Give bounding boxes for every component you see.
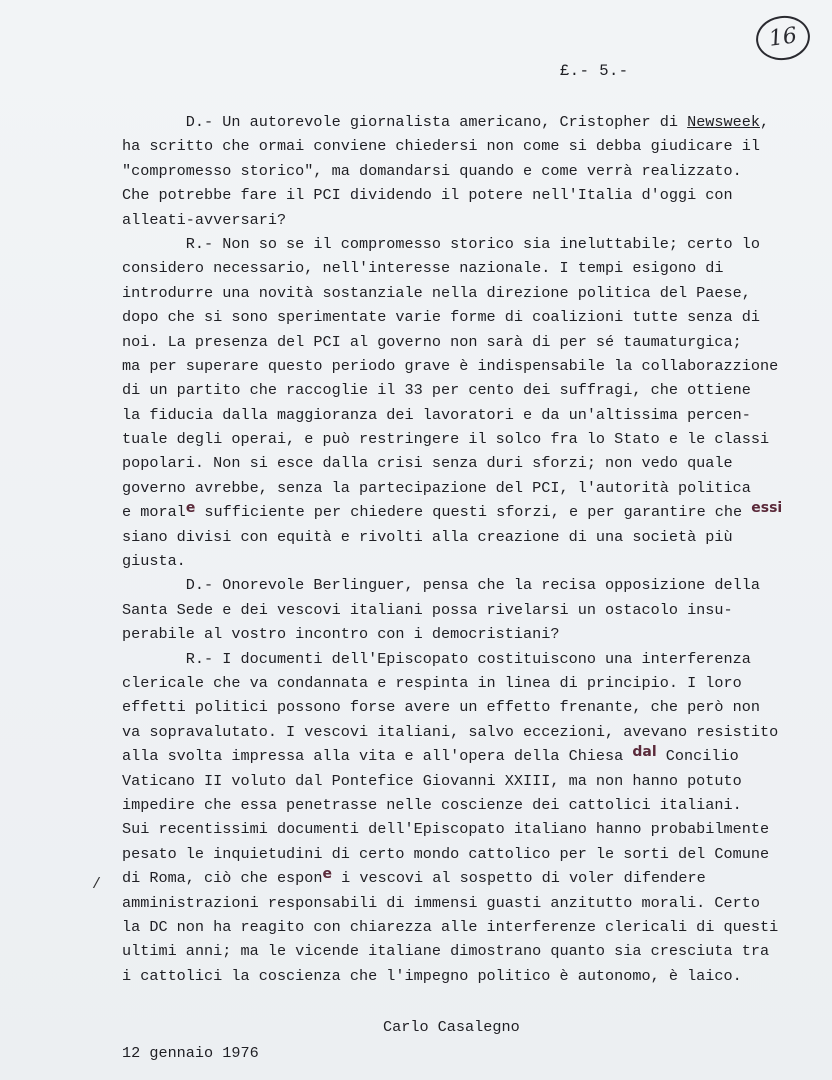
text-line: i cattolici la coscienza che l'impegno politico è autonomo, è laico. bbox=[122, 966, 742, 985]
text-line: Vaticano II voluto dal Pontefice Giovanni XXIII, ma non hanno potuto bbox=[122, 771, 742, 790]
handwritten-correction: essi bbox=[751, 500, 783, 517]
handwritten-correction: e bbox=[185, 500, 196, 517]
author-signature: Carlo Casalegno bbox=[383, 1018, 520, 1036]
text-line: ultimi anni; ma le vicende italiane dimostrano quanto sia cresciuta tra bbox=[122, 942, 770, 961]
text-line: tuale degli operai, e può restringere il solco fra lo Stato e le classi bbox=[122, 430, 770, 449]
margin-mark: / bbox=[92, 876, 102, 893]
publication-name: Newsweek bbox=[687, 113, 760, 131]
text-line: clericale che va condannata e respinta in linea di principio. I loro bbox=[122, 673, 742, 692]
text-line: R.- I documenti dell'Episcopato costituiscono una interferenza bbox=[122, 649, 751, 668]
text-line: impedire che essa penetrasse nelle coscienze dei cattolici italiani. bbox=[122, 795, 742, 814]
text-line: D.- Onorevole Berlinguer, pensa che la recisa opposizione della bbox=[122, 576, 760, 595]
text-line: alleati-avversari? bbox=[122, 210, 287, 229]
text-line: amministrazioni responsabili di immensi guasti anzitutto morali. Certo bbox=[122, 893, 760, 912]
text-line: R.- Non so se il compromesso storico sia ineluttabile; certo lo bbox=[122, 234, 760, 253]
text-line: dopo che si sono sperimentate varie forme di coalizioni tutte senza di bbox=[122, 308, 760, 327]
text-line: Sui recentissimi documenti dell'Episcopato italiano hanno probabilmente bbox=[122, 820, 770, 839]
text-line: governo avrebbe, senza la partecipazione del PCI, l'autorità politica bbox=[122, 478, 751, 497]
text-line: perabile al vostro incontro con i democristiani? bbox=[122, 625, 560, 644]
text-line: ma per superare questo periodo grave è indispensabile la collaborazzione bbox=[122, 356, 779, 375]
interview-text bbox=[122, 110, 822, 988]
text-line: D.- Un autorevole giornalista americano, Cristopher di Newsweek, bbox=[122, 113, 770, 131]
text-line: effetti politici possono forse avere un effetto frenante, che però non bbox=[122, 698, 760, 717]
text-line: considero necessario, nell'interesse nazionale. I tempi esigono di bbox=[122, 259, 724, 278]
text-line: popolari. Non si esce dalla crisi senza duri sforzi; non vedo quale bbox=[122, 454, 733, 473]
text-line: alla svolta impressa alla vita e all'opera della Chiesa dal Concilio bbox=[122, 744, 739, 766]
text-line: la fiducia dalla maggioranza dei lavoratori e da un'altissima percen- bbox=[122, 405, 751, 424]
text-line: di Roma, ciò che espone i vescovi al sospetto di voler difendere bbox=[122, 866, 706, 888]
text-line: Santa Sede e dei vescovi italiani possa rivelarsi un ostacolo insu- bbox=[122, 600, 733, 619]
text-line: siano divisi con equità e rivolti alla creazione di una società più bbox=[122, 527, 733, 546]
text-line: noi. La presenza del PCI al governo non sarà di per sé taumaturgica; bbox=[122, 332, 742, 351]
page-stamp: 16 bbox=[753, 12, 813, 63]
page-number: £.- 5.- bbox=[560, 62, 629, 80]
handwritten-correction: dal bbox=[632, 744, 657, 761]
text-line: e morale sufficiente per chiedere questi sforzi, e per garantire che essi bbox=[122, 500, 783, 522]
text-line: va sopravalutato. I vescovi italiani, salvo eccezioni, avevano resistito bbox=[122, 722, 779, 741]
text-line: "compromesso storico", ma domandarsi quando e come verrà realizzato. bbox=[122, 161, 742, 180]
text-line: introdurre una novità sostanziale nella direzione politica del Paese, bbox=[122, 283, 751, 302]
document-date: 12 gennaio 1976 bbox=[122, 1044, 259, 1062]
text-line: Che potrebbe fare il PCI dividendo il potere nell'Italia d'oggi con bbox=[122, 186, 733, 205]
text-line: la DC non ha reagito con chiarezza alle interferenze clericali di questi bbox=[122, 917, 779, 936]
text-line: ha scritto che ormai conviene chiedersi non come si debba giudicare il bbox=[122, 137, 760, 156]
text-line: pesato le inquietudini di certo mondo cattolico per le sorti del Comune bbox=[122, 844, 770, 863]
text-line: di un partito che raccoglie il 33 per cento dei suffragi, che ottiene bbox=[122, 381, 751, 400]
text-line: giusta. bbox=[122, 552, 186, 571]
handwritten-correction: e bbox=[322, 866, 333, 883]
